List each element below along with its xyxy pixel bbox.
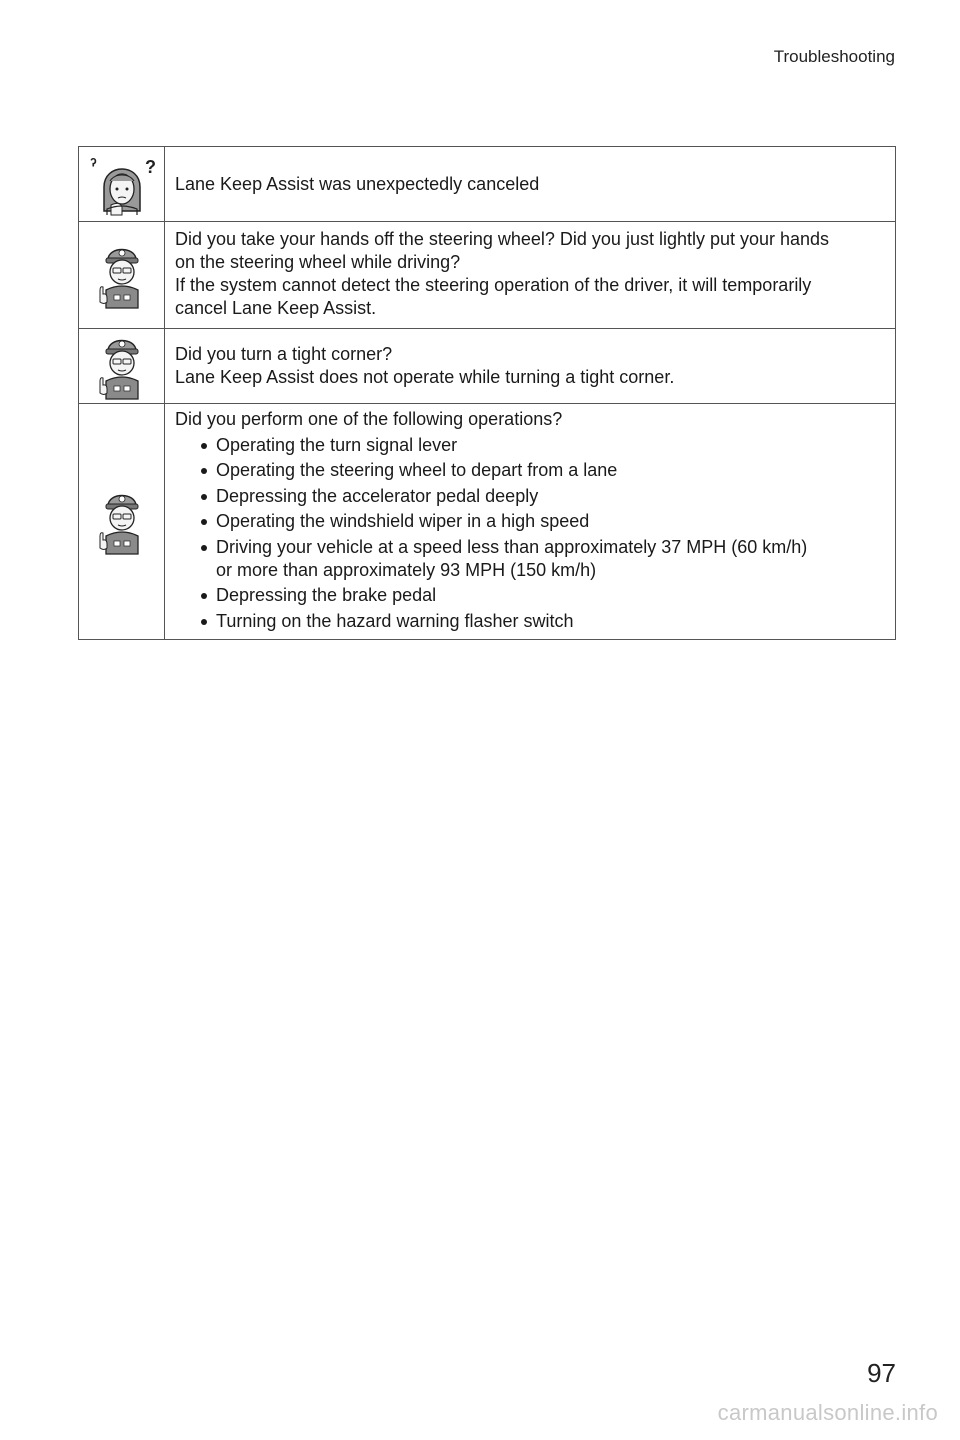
list-item: Depressing the accelerator pedal deeply xyxy=(201,485,885,508)
list-item: Operating the steering wheel to depart from a lane xyxy=(201,459,885,482)
answer-text-corner xyxy=(165,329,896,404)
answer-row-corner xyxy=(79,329,896,404)
answer-text-hands xyxy=(165,222,896,329)
answer-icon-cell xyxy=(79,222,165,329)
list-item: Turning on the hazard warning flasher switch xyxy=(201,610,885,633)
answer-line: on the steering wheel while driving? xyxy=(175,252,461,272)
question-text: Lane Keep Assist was unexpectedly canceled xyxy=(165,147,896,222)
answer-row-hands xyxy=(79,222,896,329)
watermark: carmanualsonline.info xyxy=(717,1400,938,1425)
operations-list xyxy=(175,434,885,633)
mechanic-icon xyxy=(94,331,150,401)
mechanic-icon xyxy=(94,240,150,310)
list-item: Operating the windshield wiper in a high speed xyxy=(201,510,885,533)
running-header: Troubleshooting xyxy=(773,47,895,66)
answer-line: Did you turn a tight corner? xyxy=(175,344,393,364)
answer-text-operations xyxy=(165,404,896,640)
answer-line: cancel Lane Keep Assist. xyxy=(175,298,377,318)
answer-line: If the system cannot detect the steering operation of the driver, it will temporarily xyxy=(175,275,812,295)
svg-text:?: ? xyxy=(144,157,156,177)
answer-line: Did you take your hands off the steering wheel? Did you just lightly put your hands xyxy=(175,229,830,249)
troubleshooting-table xyxy=(78,146,896,640)
answer-line: Lane Keep Assist does not operate while turning a tight corner. xyxy=(175,367,675,387)
question-icon-cell xyxy=(79,147,165,222)
list-item xyxy=(201,536,885,582)
answer-icon-cell xyxy=(79,329,165,404)
svg-text:ˀ: ˀ xyxy=(89,155,97,175)
answer-row-operations xyxy=(79,404,896,640)
answer-icon-cell xyxy=(79,404,165,640)
list-item-text: Driving your vehicle at a speed less than approximately 37 MPH (60 km/h) xyxy=(216,536,808,557)
confused-woman-icon xyxy=(87,151,157,217)
list-item: Operating the turn signal lever xyxy=(201,434,885,457)
mechanic-icon xyxy=(94,486,150,556)
list-item: Depressing the brake pedal xyxy=(201,584,885,607)
list-item-continuation: or more than approximately 93 MPH (150 km/h) xyxy=(216,559,597,580)
page-number: 97 xyxy=(867,1358,896,1388)
answer-intro: Did you perform one of the following operations? xyxy=(175,409,563,429)
question-row xyxy=(79,147,896,222)
